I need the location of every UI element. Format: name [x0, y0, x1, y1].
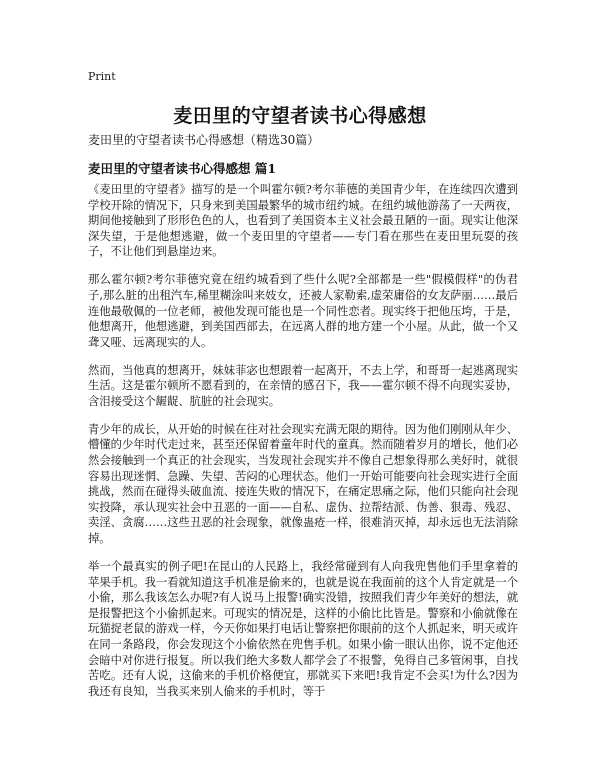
paragraph-2: 那么霍尔顿?考尔菲德究竟在纽约城看到了些什么呢?全部都是一些"假模假样"的伪君子,那么脏的出租汽车,稀里糊涂叫来妓女，还被人家勒索,虚荣庸俗的女友萨丽……最后连他最敬佩的一位老师，被他发现可能也是一个同性恋者。现实终于把他压垮，于是，他想离开，他想逃避，到美国西部去，在远离人群的地方建一个小屋。从此，做一个又聋又哑、远离现实的人。 — [88, 273, 518, 349]
print-link[interactable]: Print — [88, 70, 116, 83]
document-title: 麦田里的守望者读书心得感想 — [173, 105, 427, 127]
article-body — [88, 182, 518, 712]
paragraph-4: 青少年的成长，从开始的时候在往对社会现实充满无限的期待。因为他们刚刚从年少、懵懂的少年时代走过来，甚至还保留着童年时代的童真。然而随着岁月的增长，他们必然会接触到一个真正的社会现实，当发现社会现实并不像自己想象得那么美好时，就很容易出现迷惘、急躁、失望、苦闷的心理状态。他们一开始可能要向社会现实进行全面挑战，然而在碰得头破血流、接连失败的情况下，在痛定思痛之际，他们只能向社会现实投降，承认现实社会中丑恶的一面——自私、虚伪、拉帮结派、伪善、狠毒、残忍、卖淫、贪腐……这些丑恶的社会现象，就像蛊疮一样，很难消灭掉，却永远也无法消除掉。 — [88, 422, 518, 546]
section-heading: 麦田里的守望者读书心得感想 篇1 — [88, 161, 277, 176]
paragraph-5: 举一个最真实的例子吧!在昆山的人民路上，我经常碰到有人向我兜售他们手里拿着的苹果手机。我一看就知道这手机准是偷来的，也就是说在我面前的这个人肯定就是一个小偷，那么我该怎么办呢?有人说马上报警!确实没错，按照我们青少年美好的想法，就是报警把这个小偷抓起来。可现实的情况是，这样的小偷比比皆是。警察和小偷就像在玩猫捉老鼠的游戏一样，今天你如果打电话让警察把你眼前的这个人抓起来，明天或许在同一条路段，你会发现这个小偷依然在兜售手机。如果小偷一眼认出你，说不定他还会暗中对你进行报复。所以我们绝大多数人都学会了不报警，免得自己多管闲事，自找苦吃。还有人说，这偷来的手机价格便宜，那就买下来吧!我肯定不会买!为什么?因为我还有良知，当我买来别人偷来的手机时，等于 — [88, 560, 518, 698]
paragraph-3: 然而，当他真的想离开，妹妹菲宓也想跟着一起离开，不去上学，和哥哥一起逃离现实生活。这是霍尔顿所不愿看到的，在亲情的感召下，我——霍尔顿不得不向现实妥协，含泪接受这个龌龊、肮脏的社会现实。 — [88, 363, 518, 408]
document-subtitle: 麦田里的守望者读书心得感想（精选30篇） — [88, 133, 320, 147]
paragraph-1: 《麦田里的守望者》描写的是一个叫霍尔顿?考尔菲德的美国青少年，在连续四次遭到学校开除的情况下，只身来到美国最繁华的城市纽约城。在纽约城他游荡了一天两夜，期间他接触到了形形色色的人，也看到了美国资本主义社会最丑陋的一面。现实让他深深失望，于是他想逃避，做一个麦田里的守望者——专门看在那些在麦田里玩耍的孩子，不让他们到悬崖边来。 — [88, 183, 518, 259]
